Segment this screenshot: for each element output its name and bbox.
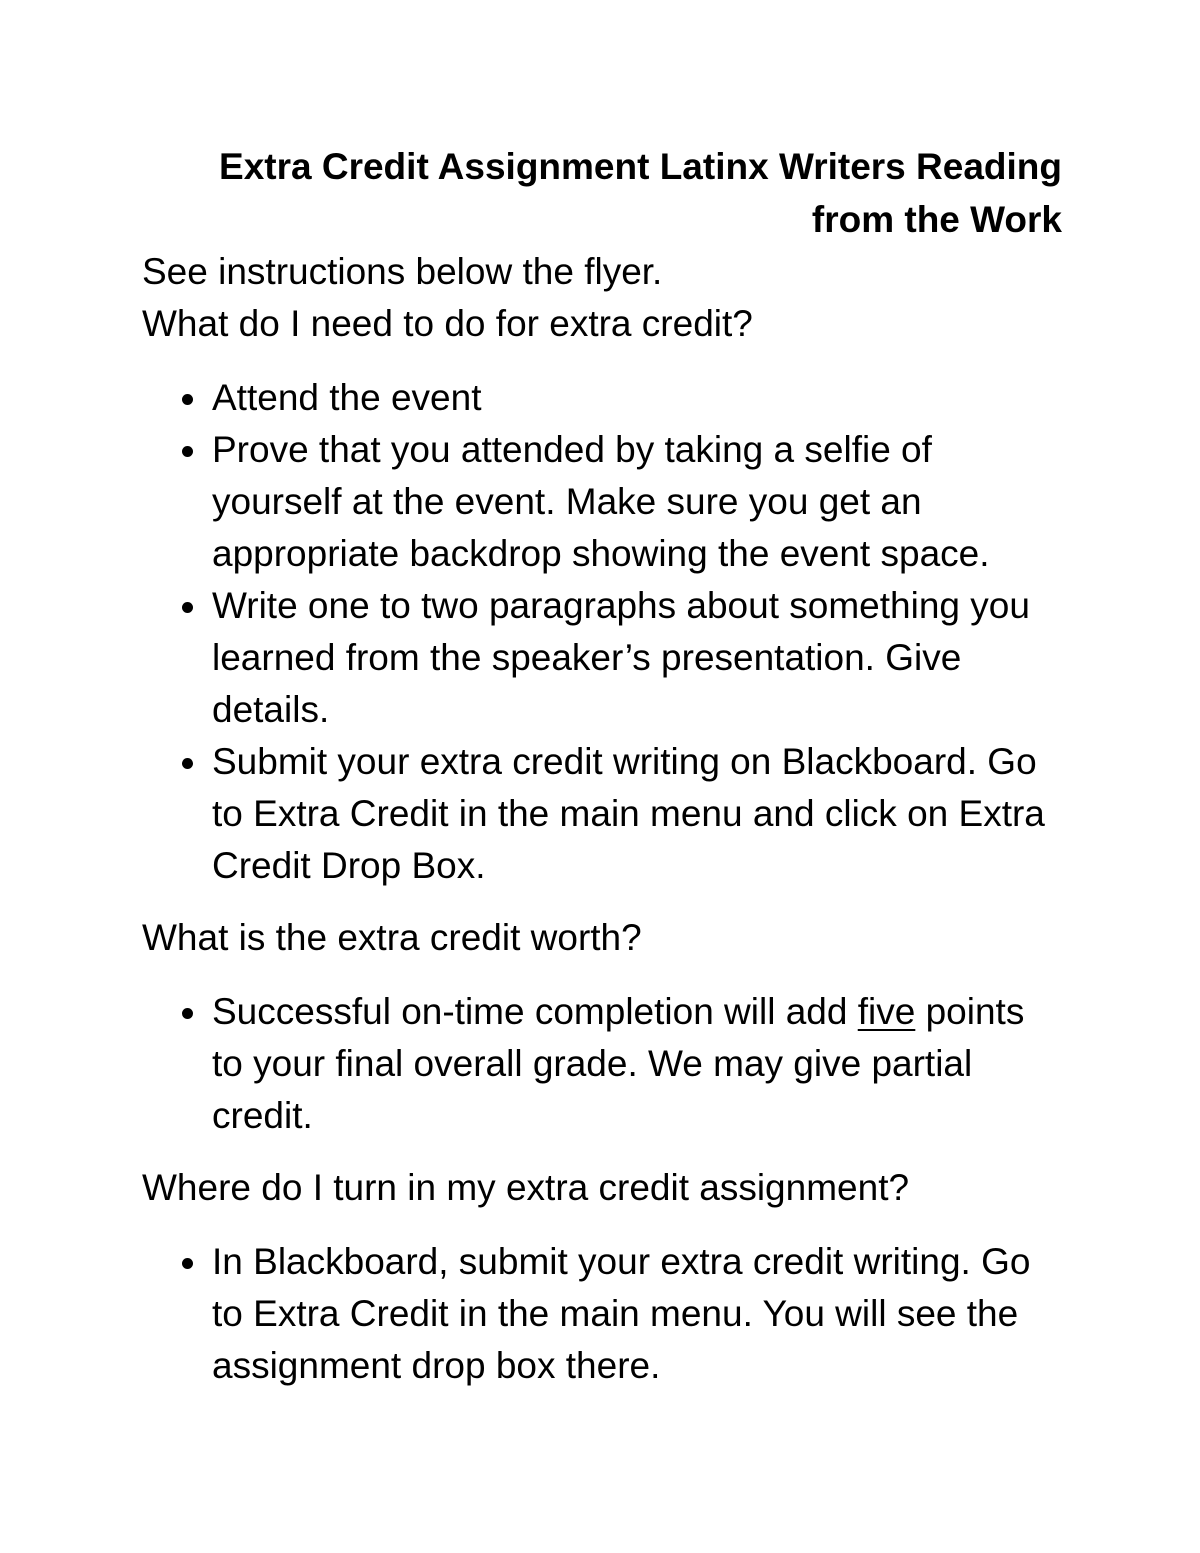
bullet-icon: [182, 758, 193, 769]
list-item-text: Submit your extra credit writing on Blackboard. Go to Extra Credit in the main menu and click on Extra Credit Drop Box.: [212, 741, 1045, 886]
list-item: [142, 372, 1062, 424]
list-item-text-after: points to your final overall grade. We may give partial credit.: [212, 991, 1025, 1136]
list-item-text: Prove that you attended by taking a selfie of yourself at the event. Make sure you get an appropriate backdrop showing the event space.: [212, 429, 990, 574]
title-line-1: Extra Credit Assignment Latinx Writers Reading: [219, 146, 1062, 187]
list-item: [142, 424, 1062, 580]
bullet-icon: [182, 1258, 193, 1269]
document-title: [142, 140, 1062, 246]
bullet-icon: [182, 394, 193, 405]
requirements-list: [142, 372, 1062, 892]
worth-list: [142, 986, 1062, 1142]
document-page: [142, 140, 1062, 1392]
list-item: [142, 1236, 1062, 1392]
underlined-five: five: [857, 991, 916, 1032]
title-line-2: from the Work: [811, 199, 1062, 240]
list-item: [142, 736, 1062, 892]
list-item-text-before: Successful on-time completion will add: [212, 991, 858, 1032]
question-where-to-turn-in: Where do I turn in my extra credit assignment?: [142, 1167, 910, 1208]
list-item-text: Attend the event: [212, 377, 482, 418]
question-what-to-do: What do I need to do for extra credit?: [142, 303, 753, 344]
intro-text: See instructions below the flyer.: [142, 251, 663, 292]
question-worth: What is the extra credit worth?: [142, 917, 642, 958]
bullet-icon: [182, 446, 193, 457]
list-item-text: In Blackboard, submit your extra credit writing. Go to Extra Credit in the main menu. You will see the assignment drop box there.: [212, 1241, 1031, 1386]
bullet-icon: [182, 602, 193, 613]
turn-in-list: [142, 1236, 1062, 1392]
list-item: [142, 580, 1062, 736]
bullet-icon: [182, 1008, 193, 1019]
list-item-text: Write one to two paragraphs about something you learned from the speaker’s presentation. Give details.: [212, 585, 1030, 730]
list-item: [142, 986, 1062, 1142]
